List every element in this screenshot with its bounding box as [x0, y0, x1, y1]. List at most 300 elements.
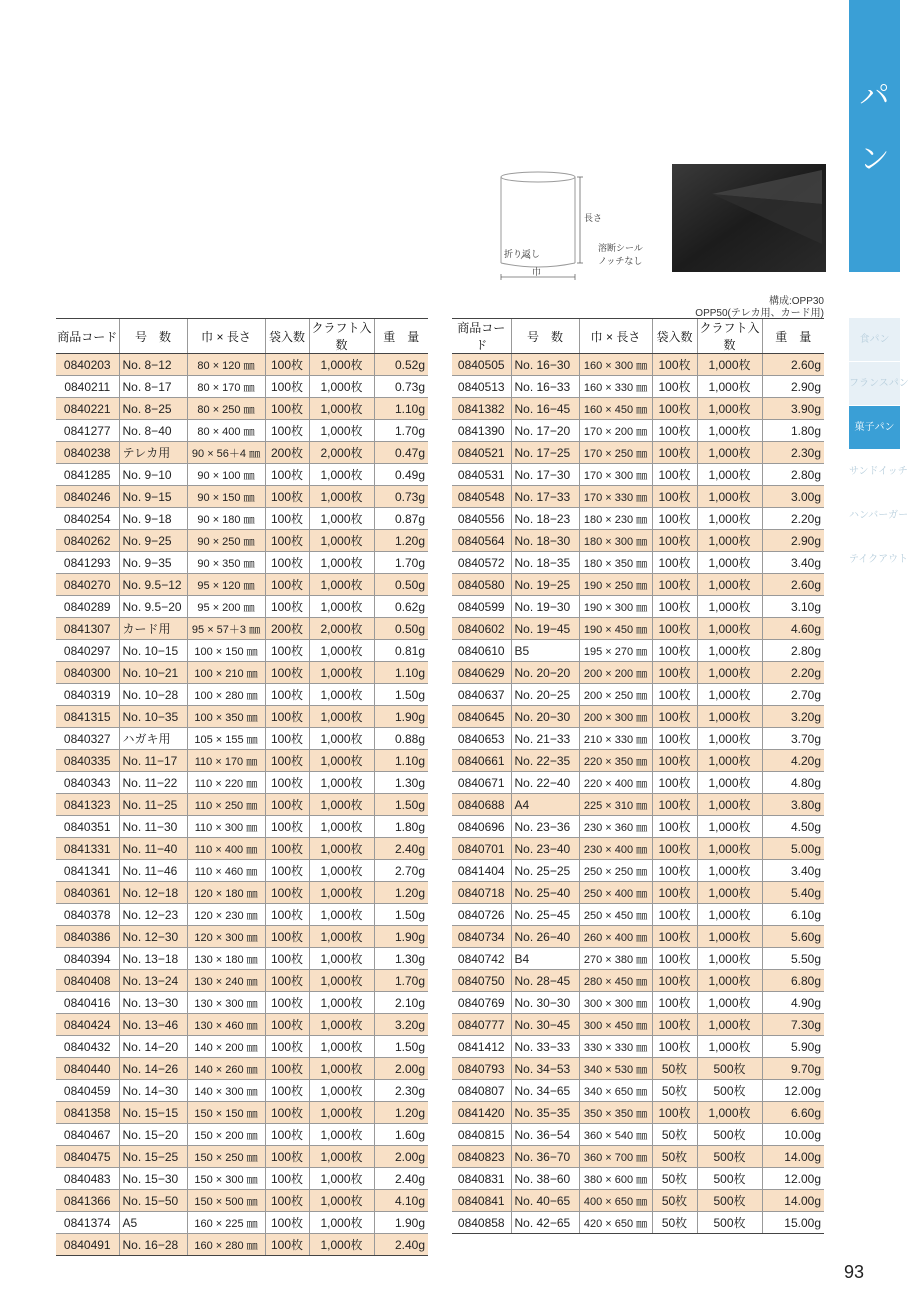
- table-row: [452, 794, 824, 816]
- kraft-count: 1,000枚: [309, 794, 374, 816]
- product-number: No. 12−23: [119, 904, 187, 926]
- kraft-count: 1,000枚: [309, 552, 374, 574]
- product-code: 0840701: [452, 838, 511, 860]
- bag-count: 100枚: [265, 838, 309, 860]
- kraft-count: 1,000枚: [309, 1102, 374, 1124]
- product-weight: 14.00g: [762, 1146, 824, 1168]
- kraft-count: 1,000枚: [309, 904, 374, 926]
- product-weight: 1.10g: [374, 662, 428, 684]
- product-number: No. 11−40: [119, 838, 187, 860]
- product-weight: 2.70g: [762, 684, 824, 706]
- product-number: No. 20−20: [511, 662, 579, 684]
- product-number: No. 38−60: [511, 1168, 579, 1190]
- table-row: [56, 926, 428, 948]
- bag-count: 50枚: [652, 1124, 697, 1146]
- product-code: 0840556: [452, 508, 511, 530]
- product-number: No. 16−33: [511, 376, 579, 398]
- product-code: 0840742: [452, 948, 511, 970]
- table-row: [452, 574, 824, 596]
- category-title-char-2: ン: [859, 143, 890, 176]
- kraft-count: 1,000枚: [697, 354, 762, 376]
- product-size: 140 × 200 ㎜: [187, 1036, 265, 1058]
- product-weight: 4.80g: [762, 772, 824, 794]
- side-menu-item-sandwich[interactable]: サンドイッチ: [849, 450, 900, 493]
- product-weight: 3.20g: [374, 1014, 428, 1036]
- bag-count: 100枚: [652, 1014, 697, 1036]
- product-size: 250 × 250 ㎜: [579, 860, 652, 882]
- table-row: [452, 728, 824, 750]
- product-code: 0840440: [56, 1058, 119, 1080]
- product-weight: 1.70g: [374, 552, 428, 574]
- product-size: 260 × 400 ㎜: [579, 926, 652, 948]
- product-number: No. 26−40: [511, 926, 579, 948]
- kraft-count: 1,000枚: [309, 354, 374, 376]
- table-row: [56, 1234, 428, 1256]
- bag-count: 100枚: [265, 640, 309, 662]
- product-number: No. 15−30: [119, 1168, 187, 1190]
- bag-count: 100枚: [265, 816, 309, 838]
- kraft-count: 1,000枚: [309, 772, 374, 794]
- product-code: 0840394: [56, 948, 119, 970]
- bag-count: 100枚: [652, 640, 697, 662]
- bag-count: 100枚: [265, 530, 309, 552]
- side-menu-item-kashi-pan[interactable]: 菓子パン: [849, 406, 900, 449]
- kraft-count: 1,000枚: [697, 728, 762, 750]
- product-code: 0841358: [56, 1102, 119, 1124]
- bag-count: 100枚: [652, 706, 697, 728]
- kraft-count: 1,000枚: [697, 750, 762, 772]
- product-code: 0840750: [452, 970, 511, 992]
- product-number: No. 16−28: [119, 1234, 187, 1256]
- table-row: [56, 1102, 428, 1124]
- product-size: 230 × 360 ㎜: [579, 816, 652, 838]
- bag-count: 50枚: [652, 1212, 697, 1234]
- product-code: 0840289: [56, 596, 119, 618]
- kraft-count: 2,000枚: [309, 442, 374, 464]
- product-number: No. 30−45: [511, 1014, 579, 1036]
- product-code: 0840777: [452, 1014, 511, 1036]
- product-code: 0840823: [452, 1146, 511, 1168]
- table-row: [452, 530, 824, 552]
- table-row: [56, 420, 428, 442]
- product-size: 300 × 450 ㎜: [579, 1014, 652, 1036]
- product-number: No. 23−40: [511, 838, 579, 860]
- kraft-count: 2,000枚: [309, 618, 374, 640]
- product-number: No. 9−15: [119, 486, 187, 508]
- product-number: No. 18−23: [511, 508, 579, 530]
- product-code: 0840688: [452, 794, 511, 816]
- product-code: 0840483: [56, 1168, 119, 1190]
- product-weight: 6.80g: [762, 970, 824, 992]
- bag-count: 100枚: [265, 552, 309, 574]
- kraft-count: 1,000枚: [697, 552, 762, 574]
- product-code: 0840408: [56, 970, 119, 992]
- kraft-count: 1,000枚: [309, 970, 374, 992]
- product-size: 170 × 330 ㎜: [579, 486, 652, 508]
- side-menu-item-takeout[interactable]: テイクアウト: [849, 538, 900, 581]
- kraft-count: 1,000枚: [697, 1014, 762, 1036]
- table-row: [452, 596, 824, 618]
- table-row: [452, 838, 824, 860]
- product-weight: 1.20g: [374, 530, 428, 552]
- product-size: 160 × 330 ㎜: [579, 376, 652, 398]
- table-row: [56, 1146, 428, 1168]
- product-code: 0841331: [56, 838, 119, 860]
- product-weight: 1.50g: [374, 684, 428, 706]
- table-row: [452, 508, 824, 530]
- product-size: 110 × 220 ㎜: [187, 772, 265, 794]
- kraft-count: 1,000枚: [309, 376, 374, 398]
- product-size: 250 × 450 ㎜: [579, 904, 652, 926]
- product-code: 0840378: [56, 904, 119, 926]
- bag-count: 100枚: [652, 618, 697, 640]
- product-code: 0840343: [56, 772, 119, 794]
- product-number: テレカ用: [119, 442, 187, 464]
- table-row: [56, 860, 428, 882]
- header-size: 巾 × 長さ: [579, 319, 652, 354]
- kraft-count: 1,000枚: [697, 442, 762, 464]
- bag-count: 100枚: [652, 530, 697, 552]
- product-weight: 6.60g: [762, 1102, 824, 1124]
- bag-count: 100枚: [265, 354, 309, 376]
- product-size: 160 × 280 ㎜: [187, 1234, 265, 1256]
- kraft-count: 1,000枚: [309, 530, 374, 552]
- product-weight: 2.90g: [762, 530, 824, 552]
- product-weight: 5.40g: [762, 882, 824, 904]
- bag-count: 100枚: [652, 1036, 697, 1058]
- bag-count: 100枚: [265, 794, 309, 816]
- kraft-count: 1,000枚: [309, 860, 374, 882]
- kraft-count: 1,000枚: [697, 838, 762, 860]
- kraft-count: 500枚: [697, 1168, 762, 1190]
- product-code: 0840238: [56, 442, 119, 464]
- product-weight: 1.70g: [374, 970, 428, 992]
- bag-count: 100枚: [265, 728, 309, 750]
- product-size: 100 × 150 ㎜: [187, 640, 265, 662]
- product-size: 350 × 350 ㎜: [579, 1102, 652, 1124]
- product-number: No. 40−65: [511, 1190, 579, 1212]
- product-number: No. 11−22: [119, 772, 187, 794]
- product-weight: 0.73g: [374, 376, 428, 398]
- bag-count: 100枚: [265, 574, 309, 596]
- product-weight: 0.50g: [374, 618, 428, 640]
- product-weight: 4.50g: [762, 816, 824, 838]
- product-number: No. 20−30: [511, 706, 579, 728]
- kraft-count: 1,000枚: [309, 486, 374, 508]
- product-size: 120 × 230 ㎜: [187, 904, 265, 926]
- bag-count: 100枚: [265, 1058, 309, 1080]
- header-number: 号 数: [119, 319, 187, 354]
- kraft-count: 1,000枚: [309, 508, 374, 530]
- product-number: No. 30−30: [511, 992, 579, 1014]
- product-size: 330 × 330 ㎜: [579, 1036, 652, 1058]
- product-size: 170 × 300 ㎜: [579, 464, 652, 486]
- side-menu-item-france-pan[interactable]: フランスパン: [849, 362, 900, 405]
- kraft-count: 1,000枚: [309, 816, 374, 838]
- product-number: No. 20−25: [511, 684, 579, 706]
- table-row: [56, 464, 428, 486]
- kraft-count: 1,000枚: [309, 420, 374, 442]
- kraft-count: 1,000枚: [309, 1212, 374, 1234]
- table-row: [56, 794, 428, 816]
- product-code: 0840629: [452, 662, 511, 684]
- bag-count: 100枚: [265, 926, 309, 948]
- table-header-row: [56, 319, 428, 354]
- product-number: No. 34−65: [511, 1080, 579, 1102]
- table-row: [56, 1190, 428, 1212]
- product-code: 0841315: [56, 706, 119, 728]
- product-size: 280 × 450 ㎜: [579, 970, 652, 992]
- product-size: 110 × 170 ㎜: [187, 750, 265, 772]
- kraft-count: 1,000枚: [697, 398, 762, 420]
- bag-count: 100枚: [652, 684, 697, 706]
- bag-count: 100枚: [652, 838, 697, 860]
- kraft-count: 1,000枚: [309, 662, 374, 684]
- product-size: 100 × 210 ㎜: [187, 662, 265, 684]
- product-number: No. 17−20: [511, 420, 579, 442]
- product-weight: 3.80g: [762, 794, 824, 816]
- product-code: 0840270: [56, 574, 119, 596]
- table-row: [452, 376, 824, 398]
- table-row: [56, 772, 428, 794]
- product-size: 340 × 530 ㎜: [579, 1058, 652, 1080]
- product-weight: 1.60g: [374, 1124, 428, 1146]
- product-size: 190 × 250 ㎜: [579, 574, 652, 596]
- product-weight: 3.70g: [762, 728, 824, 750]
- product-weight: 5.60g: [762, 926, 824, 948]
- product-weight: 2.00g: [374, 1146, 428, 1168]
- product-weight: 2.30g: [374, 1080, 428, 1102]
- product-weight: 1.10g: [374, 398, 428, 420]
- product-weight: 12.00g: [762, 1080, 824, 1102]
- table-row: [56, 442, 428, 464]
- table-row: [56, 1124, 428, 1146]
- product-weight: 3.00g: [762, 486, 824, 508]
- product-number: No. 15−20: [119, 1124, 187, 1146]
- category-tab: [849, 0, 900, 272]
- kraft-count: 1,000枚: [309, 1124, 374, 1146]
- kraft-count: 1,000枚: [309, 1014, 374, 1036]
- bag-count: 100枚: [265, 882, 309, 904]
- product-weight: 3.90g: [762, 398, 824, 420]
- product-number: B5: [511, 640, 579, 662]
- bag-count: 100枚: [652, 574, 697, 596]
- table-row: [56, 948, 428, 970]
- bag-count: 50枚: [652, 1168, 697, 1190]
- product-weight: 7.30g: [762, 1014, 824, 1036]
- product-number: No. 8−40: [119, 420, 187, 442]
- kraft-count: 1,000枚: [309, 574, 374, 596]
- product-number: No. 13−24: [119, 970, 187, 992]
- product-code: 0840246: [56, 486, 119, 508]
- bag-count: 200枚: [265, 442, 309, 464]
- product-code: 0840858: [452, 1212, 511, 1234]
- bag-count: 100枚: [652, 354, 697, 376]
- product-code: 0840726: [452, 904, 511, 926]
- product-size: 80 × 120 ㎜: [187, 354, 265, 376]
- product-number: A4: [511, 794, 579, 816]
- product-code: 0841374: [56, 1212, 119, 1234]
- length-label: 長さ: [584, 214, 603, 224]
- product-weight: 0.88g: [374, 728, 428, 750]
- notch-label: ノッチなし: [598, 257, 643, 267]
- bag-count: 100枚: [265, 948, 309, 970]
- product-weight: 1.50g: [374, 904, 428, 926]
- product-number: No. 33−33: [511, 1036, 579, 1058]
- kraft-count: 1,000枚: [697, 926, 762, 948]
- product-weight: 1.70g: [374, 420, 428, 442]
- width-label: 巾: [532, 268, 542, 278]
- kraft-count: 1,000枚: [697, 816, 762, 838]
- product-code: 0841382: [452, 398, 511, 420]
- product-number: No. 25−45: [511, 904, 579, 926]
- product-weight: 6.10g: [762, 904, 824, 926]
- product-code: 0840203: [56, 354, 119, 376]
- product-code: 0841412: [452, 1036, 511, 1058]
- product-size: 160 × 450 ㎜: [579, 398, 652, 420]
- kraft-count: 1,000枚: [697, 684, 762, 706]
- product-code: 0841277: [56, 420, 119, 442]
- product-weight: 1.50g: [374, 1036, 428, 1058]
- table-row: [56, 552, 428, 574]
- product-table-right: [452, 318, 824, 1234]
- product-size: 230 × 400 ㎜: [579, 838, 652, 860]
- product-code: 0840645: [452, 706, 511, 728]
- product-size: 400 × 650 ㎜: [579, 1190, 652, 1212]
- product-number: No. 18−30: [511, 530, 579, 552]
- table-row: [56, 816, 428, 838]
- product-code: 0840327: [56, 728, 119, 750]
- header-code: 商品コード: [56, 319, 119, 354]
- product-size: 120 × 180 ㎜: [187, 882, 265, 904]
- table-row: [452, 1190, 824, 1212]
- product-weight: 2.20g: [762, 662, 824, 684]
- product-number: No. 8−17: [119, 376, 187, 398]
- product-code: 0840459: [56, 1080, 119, 1102]
- product-size: 130 × 240 ㎜: [187, 970, 265, 992]
- product-code: 0840580: [452, 574, 511, 596]
- table-row: [452, 640, 824, 662]
- product-weight: 1.20g: [374, 882, 428, 904]
- kraft-count: 1,000枚: [697, 376, 762, 398]
- product-weight: 0.50g: [374, 574, 428, 596]
- table-row: [452, 1058, 824, 1080]
- product-code: 0840300: [56, 662, 119, 684]
- product-number: No. 9−25: [119, 530, 187, 552]
- product-number: No. 12−18: [119, 882, 187, 904]
- side-menu-item-shokupan[interactable]: 食パン: [849, 318, 900, 361]
- product-size: 300 × 300 ㎜: [579, 992, 652, 1014]
- side-menu-item-hamburger[interactable]: ハンバーガー: [849, 494, 900, 537]
- bag-count: 100枚: [652, 442, 697, 464]
- kraft-count: 1,000枚: [697, 882, 762, 904]
- kraft-count: 1,000枚: [697, 596, 762, 618]
- bag-count: 100枚: [265, 464, 309, 486]
- product-size: 225 × 310 ㎜: [579, 794, 652, 816]
- product-code: 0840769: [452, 992, 511, 1014]
- bag-count: 100枚: [265, 1190, 309, 1212]
- product-weight: 5.00g: [762, 838, 824, 860]
- bag-count: 100枚: [265, 684, 309, 706]
- product-number: No. 11−17: [119, 750, 187, 772]
- product-table-left: [56, 318, 428, 1256]
- product-number: No. 15−15: [119, 1102, 187, 1124]
- kraft-count: 1,000枚: [309, 926, 374, 948]
- product-size: 180 × 300 ㎜: [579, 530, 652, 552]
- kraft-count: 1,000枚: [309, 1168, 374, 1190]
- product-size: 130 × 180 ㎜: [187, 948, 265, 970]
- table-row: [56, 574, 428, 596]
- table-row: [56, 1080, 428, 1102]
- bag-count: 100枚: [265, 1080, 309, 1102]
- bag-count: 100枚: [652, 794, 697, 816]
- product-code: 0840221: [56, 398, 119, 420]
- product-code: 0840807: [452, 1080, 511, 1102]
- product-number: No. 21−33: [511, 728, 579, 750]
- kraft-count: 1,000枚: [309, 1190, 374, 1212]
- kraft-count: 500枚: [697, 1124, 762, 1146]
- kraft-count: 1,000枚: [309, 640, 374, 662]
- table-row: [56, 530, 428, 552]
- kraft-count: 1,000枚: [309, 750, 374, 772]
- table-row: [452, 948, 824, 970]
- product-number: No. 25−40: [511, 882, 579, 904]
- kraft-count: 1,000枚: [697, 662, 762, 684]
- product-weight: 0.81g: [374, 640, 428, 662]
- product-code: 0840637: [452, 684, 511, 706]
- table-row: [56, 684, 428, 706]
- bag-count: 100枚: [652, 508, 697, 530]
- kraft-count: 1,000枚: [697, 794, 762, 816]
- product-size: 340 × 650 ㎜: [579, 1080, 652, 1102]
- table-row: [56, 728, 428, 750]
- product-code: 0840361: [56, 882, 119, 904]
- table-row: [452, 398, 824, 420]
- kraft-count: 1,000枚: [697, 574, 762, 596]
- product-size: 95 × 200 ㎜: [187, 596, 265, 618]
- bag-count: 100枚: [652, 420, 697, 442]
- product-code: 0840416: [56, 992, 119, 1014]
- product-size: 80 × 170 ㎜: [187, 376, 265, 398]
- product-number: No. 25−25: [511, 860, 579, 882]
- product-number: No. 11−46: [119, 860, 187, 882]
- product-number: No. 19−25: [511, 574, 579, 596]
- bag-count: 50枚: [652, 1146, 697, 1168]
- product-size: 180 × 230 ㎜: [579, 508, 652, 530]
- product-code: 0840793: [452, 1058, 511, 1080]
- table-row: [452, 662, 824, 684]
- product-size: 80 × 400 ㎜: [187, 420, 265, 442]
- product-code: 0840335: [56, 750, 119, 772]
- product-number: No. 13−18: [119, 948, 187, 970]
- bag-count: 100枚: [265, 508, 309, 530]
- kraft-count: 1,000枚: [309, 596, 374, 618]
- product-code: 0840254: [56, 508, 119, 530]
- table-row: [452, 1212, 824, 1234]
- table-row: [452, 1080, 824, 1102]
- product-code: 0840467: [56, 1124, 119, 1146]
- product-number: No. 18−35: [511, 552, 579, 574]
- product-size: 90 × 56＋4 ㎜: [187, 442, 265, 464]
- kraft-count: 1,000枚: [697, 970, 762, 992]
- product-size: 100 × 280 ㎜: [187, 684, 265, 706]
- product-weight: 0.87g: [374, 508, 428, 530]
- product-number: No. 14−30: [119, 1080, 187, 1102]
- kraft-count: 1,000枚: [309, 728, 374, 750]
- table-row: [452, 1124, 824, 1146]
- kraft-count: 1,000枚: [697, 1102, 762, 1124]
- product-code: 0840386: [56, 926, 119, 948]
